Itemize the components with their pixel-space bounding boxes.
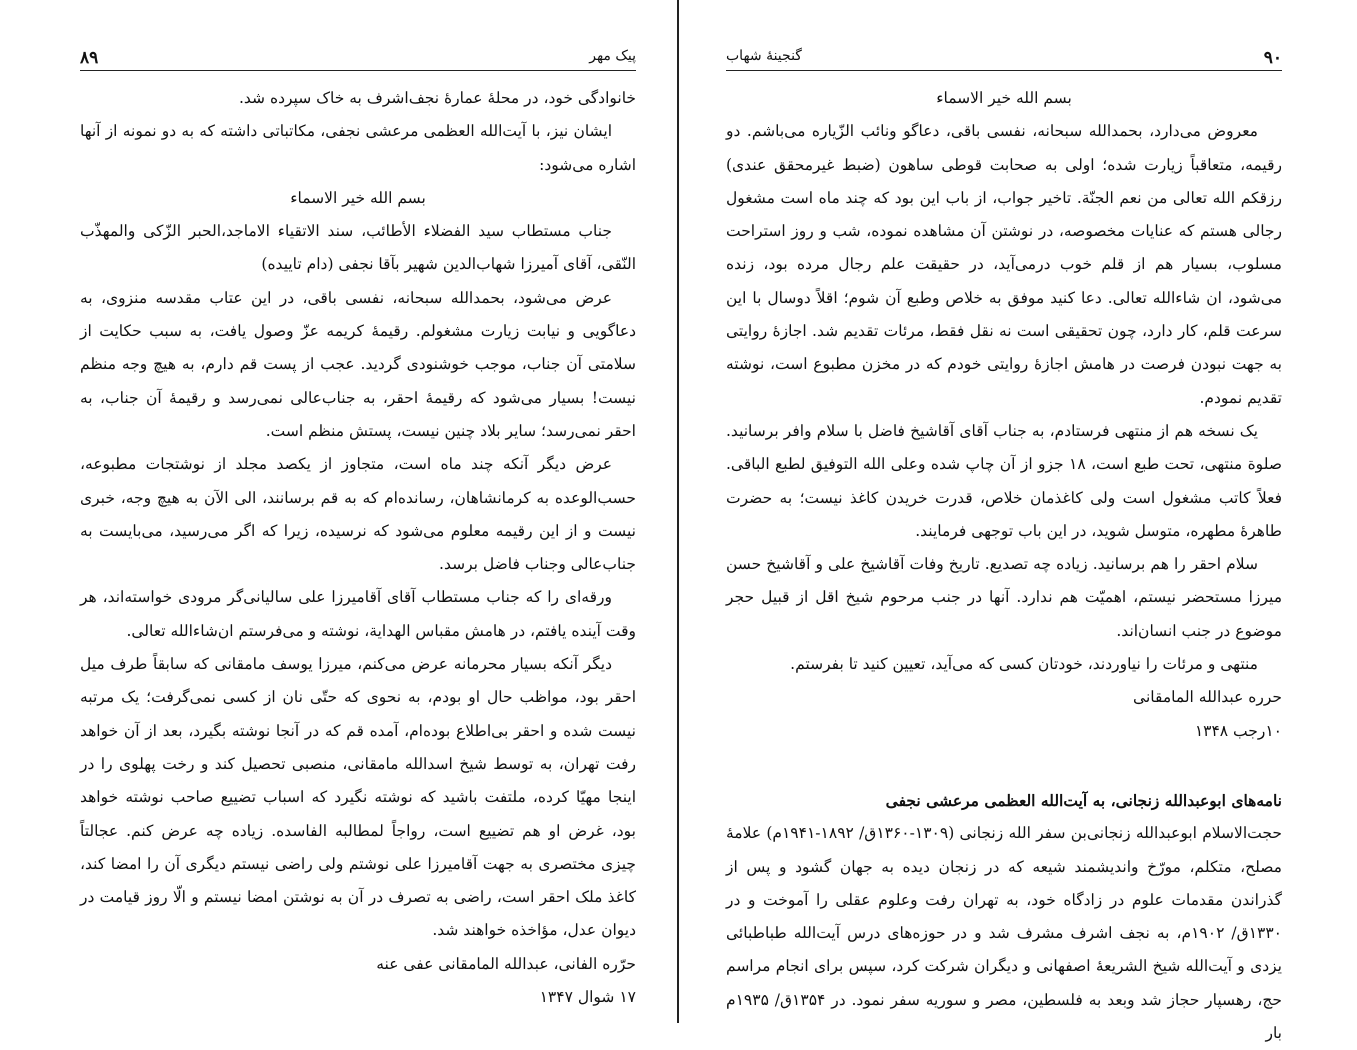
right-page-number: ۹۰ xyxy=(1263,48,1282,68)
paragraph: ایشان نیز، با آیت‌الله العظمی مرعشی نجفی، مکاتباتی داشته که به دو نمونه از آنها اشاره می‌شود: xyxy=(80,122,636,174)
left-body-text xyxy=(80,82,636,1014)
letter-signature: حرره عبدالله المامقانی xyxy=(1133,688,1282,707)
letter-date: ۱۷ شوال ۱۳۴۷ xyxy=(539,988,636,1007)
section-spacer xyxy=(726,748,1282,784)
left-page-number: ۸۹ xyxy=(80,48,99,68)
left-page xyxy=(0,0,678,1023)
letter-salutation: جناب مستطاب سید الفضلاء الأطائب، سند الاتقیاء الاماجد،الحبر الزّکی والمهذّب النّقی، آقای آمیرزا شهاب‌الدین شهیر بآقا نجفی (دام تاییده) xyxy=(80,222,636,274)
paragraph: یک نسخه هم از منتهی فرستادم، به جناب آقای آقاشیخ فاضل با سلام وافر برسانید. صلوة منتهی، تحت طبع است، ۱۸ جزو از آن چاپ شده وعلی الله التوفیق لطبع الباقی. فعلاً کاتب مشغول است ولی کاغذمان خلاص، قدرت خریدن کاغذ نیست؛ به حضرت طاهرهٔ مطهره، متوسل شوید، در این باب توجهی فرمایند. xyxy=(726,421,1282,540)
paragraph: سلام احقر را هم برسانید. زیاده چه تصدیع. تاریخ وفات آقاشیخ علی و آقاشیخ حسن میرزا مستحضر نیستم، اهمیّت هم ندارد. آنها در جنب مرحوم شیخ اقل از قبیل حجر موضوع در جنب انسان‌اند. xyxy=(726,555,1282,640)
paragraph: حجت‌الاسلام ابوعبدالله زنجانی‌بن سفر الله زنجانی (۱۳۰۹-۱۳۶۰ق/ ۱۸۹۲-۱۹۴۱م) علامهٔ مصلح، متکلم، مورّخ واندیشمند شیعه که در زنجان دیده به جهان گشود و پس از گذراندن مقدمات علوم در زادگاه خود، به تهران رفت وعلوم عقلی را آموخت و در ۱۳۳۰ق/ ۱۹۰۲م، به نجف اشرف مشرف شد و در حوزه‌های درس آیت‌الله طباطبائی یزدی و آیت‌الله شیخ الشریعهٔ اصفهانی و دیگران شرکت کرد، سپس برای انجام مراسم حج، رهسپار حجاز شد وبعد به فلسطین، مصر و سوریه سفر نمود. در ۱۳۵۴ق/ ۱۹۳۵م بار xyxy=(726,824,1282,1043)
paragraph: عرض می‌شود، بحمدالله سبحانه، نفسی باقی، در این عتاب مقدسه منزوی، به دعاگویی و نیابت زیارت مشغولم. رقیمهٔ کریمه عزّ وصول یافت، به سبب حکایت از سلامتی آن جناب، موجب خوشنودی گردید. عجب از پست قم دارم، به هیچ وجه منظم نیست! بسیار می‌شود که رقیمهٔ احقر، به جناب‌عالی نمی‌رسد و رقیمهٔ آن جناب، به احقر نمی‌رسد؛ سایر بلاد چنین نیست، پستش منظم است. xyxy=(80,288,636,440)
right-page xyxy=(680,0,1357,1043)
left-running-head xyxy=(80,44,636,71)
page-gutter xyxy=(677,0,679,1023)
paragraph: عرض دیگر آنکه چند ماه است، متجاوز از یکصد مجلد از نوشتجات مطبوعه، حسب‌الوعده به کرمانشاهان، رسانده‌ام که به قم برسانند، الی الآن به هیچ وجه، خبری نیست و از این رقیمه معلوم می‌شود که نرسیده، زیرا که اگر می‌رسید، می‌بایست به جناب‌عالی وجناب فاضل برسد. xyxy=(80,455,636,574)
right-running-head xyxy=(726,44,1282,71)
right-body-text xyxy=(726,82,1282,1050)
paragraph: معروض می‌دارد، بحمدالله سبحانه، نفسی باقی، دعاگو ونائب الزّیاره می‌باشم. دو رقیمه، متعاقباً زیارت شده؛ اولی به صحابت قوطی ساهون (ضبط غیرمحقق عندی) رزقکم الله تعالی من نعم الجنّة. تاخیر جواب، از باب این بود که چند ماه است مشغول رجالی هستم که عنایات مخصوصه، در نوشتن آن مشاهده نموده، شب و روز استراحت مسلوب، بسیار هم از قلم خوب درمی‌آید، در حقیقت علم رجال مرده بود، زنده می‌شود، ان شاءالله تعالی. دعا کنید موفق به خلاص وطبع آن شوم؛ اقلاً دوسال با این سرعت قلم، کار دارد، چون تحقیقی است نه نقل فقط، مرئات تقدیم شد. اجازهٔ روایتی به جهت نبودن فرصت در هامش اجازهٔ روایتی خودم که در مخزن مطبوع است، نوشته تقدیم نمودم. xyxy=(726,122,1282,407)
basmala-heading: بسم الله خیر الاسماء xyxy=(936,89,1072,107)
left-running-title: پیک مهر xyxy=(589,48,636,64)
letter-date: ۱۰رجب ۱۳۴۸ xyxy=(1194,721,1282,740)
right-running-title: گنجینهٔ شهاب xyxy=(726,48,802,64)
paragraph: منتهی و مرئات را نیاوردند، خودتان کسی که می‌آید، تعیین کنید تا بفرستم. xyxy=(790,655,1258,674)
paragraph: ورقه‌ای را که جناب مستطاب آقای آقامیرزا علی سالیانی‌گر مرودی خواسته‌اند، هر وقت آینده یافتم، در هامش مقباس الهدایة، نوشته و می‌فرستم ان‌شاءالله تعالی. xyxy=(80,588,636,640)
paragraph: خانوادگی خود، در محلهٔ عمارهٔ نجف‌اشرف به خاک سپرده شد. xyxy=(238,89,636,107)
letter-signature: حرّره الفانی، عبدالله المامقانی عفی عنه xyxy=(376,954,636,973)
section-heading: نامه‌های ابوعبدالله زنجانی، به آیت‌الله العظمی مرعشی نجفی xyxy=(885,790,1282,810)
basmala-heading: بسم الله خیر الاسماء xyxy=(290,188,426,207)
paragraph: دیگر آنکه بسیار محرمانه عرض می‌کنم، میرزا یوسف مامقانی که سابقاً طرف میل احقر بود، مواظب حال او بودم، به نحوی که حتّی نان از کسی نمی‌گرفت؛ یک مرتبه نیست شده و احقر بی‌اطلاع بوده‌ام، آمده قم که در آنجا نوشته بگیرد، بعد از آن خواهد رفت تهران، به توسط شیخ اسدالله مامقانی، منصبی تحصیل کند و رخت پهلوی را در اینجا مهیّا کرده، ملتفت باشید که نوشته نگیرد که اسباب تضییع صاحب نوشته خواهد بود، غرض او هم تضییع است، رواجاً لمطالبه الفاسده. زیاده چه عرض کنم. عجالتاً چیزی مختصری به جهت آقامیرزا علی نوشتم ولی راضی نیستم دیگری آن را امضا کند، کاغذ ملک احقر است، راضی به تصرف در آن به نوشتن امضا نیستم و الّا روز قیامت در دیوان عدل، مؤاخذه خواهند شد. xyxy=(80,655,636,940)
